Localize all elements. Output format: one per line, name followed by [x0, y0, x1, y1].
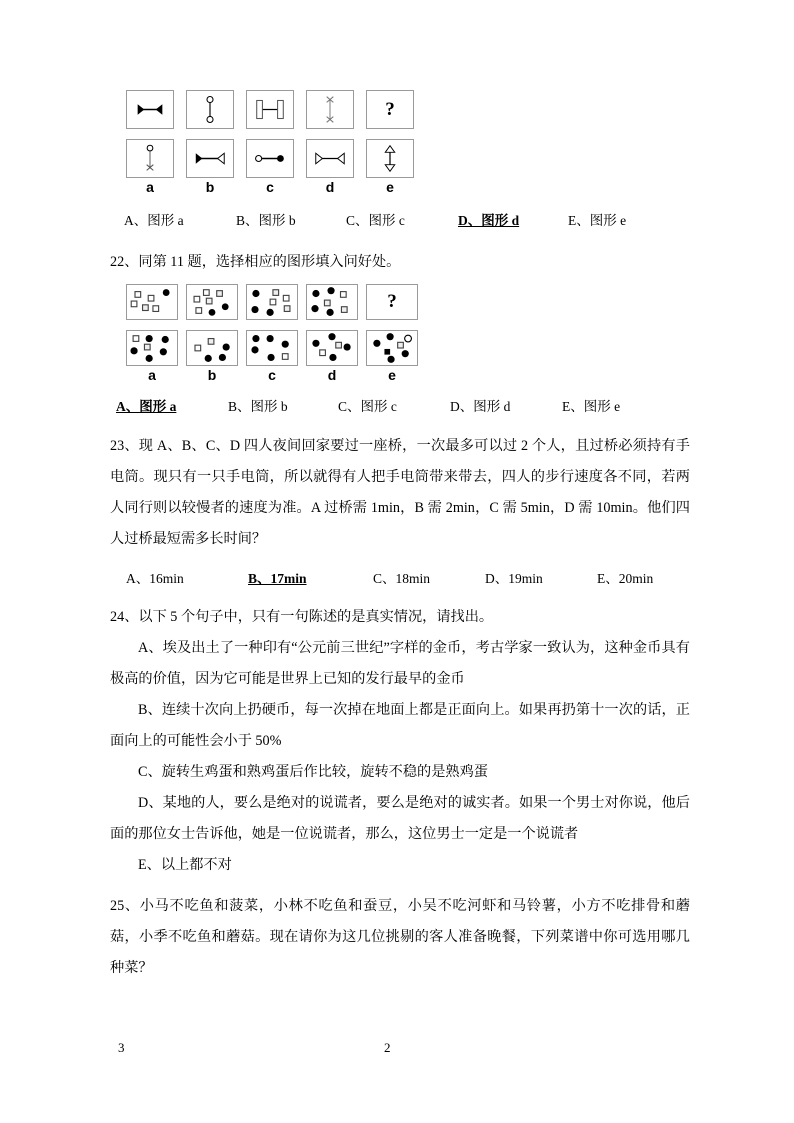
q22-seq-box-4 — [306, 284, 358, 320]
q22-label-b: b — [207, 367, 217, 383]
q22-label-a: a — [148, 367, 156, 383]
q21-answer-box-c[interactable] — [246, 139, 294, 178]
q21-option-b[interactable]: B、图形 b — [236, 213, 296, 228]
q22-option-c[interactable]: C、图形 c — [338, 399, 397, 414]
q24-item-b: B、连续十次向上扔硬币，每一次掉在地面上都是正面向上。如果再扔第十一次的话，正面向上的可能性会小于 50% — [110, 702, 690, 749]
q22-stem: 22、同第 11 题，选择相应的图形填入问好处。 — [110, 254, 401, 270]
q21-seq-box-1 — [126, 90, 174, 129]
q22-figure-labels — [126, 367, 690, 383]
q21-label-b: b — [205, 179, 215, 195]
q24-item-c: C、旋转生鸡蛋和熟鸡蛋后作比较，旋转不稳的是熟鸡蛋 — [138, 764, 488, 780]
q22-options — [116, 395, 690, 415]
q22-option-e[interactable]: E、图形 e — [562, 399, 621, 414]
q24-stem: 24、以下 5 个句子中，只有一句陈述的是真实情况，请找出。 — [110, 609, 494, 625]
q23-option-a[interactable]: A、16min — [126, 571, 184, 586]
footer-center-page-number: 2 — [384, 1040, 391, 1055]
q21-label-e: e — [386, 179, 394, 195]
q21-label-a: a — [146, 179, 154, 195]
q22-label-e: e — [388, 367, 396, 383]
q21-seq-box-4 — [306, 90, 354, 129]
q22-answer-box-b[interactable] — [186, 330, 238, 366]
q21-seq-box-3 — [246, 90, 294, 129]
q22-option-d[interactable]: D、图形 d — [450, 399, 511, 414]
q23-option-b[interactable]: B、17min — [248, 571, 307, 586]
q22-sequence-row — [126, 284, 690, 320]
q23-options — [126, 567, 690, 587]
q22-figure-block — [110, 284, 690, 383]
q22-answer-box-c[interactable] — [246, 330, 298, 366]
q21-figure-labels — [126, 179, 690, 195]
q22-label-c: c — [268, 367, 276, 383]
q23-option-c[interactable]: C、18min — [373, 571, 431, 586]
q25-stem: 25、小马不吃鱼和菠菜，小林不吃鱼和蚕豆，小吴不吃河虾和马铃薯，小方不吃排骨和蘑菇，小季不吃鱼和蘑菇。现在请你为这几位挑剔的客人准备晚餐，下列菜谱中你可选用哪几种菜？ — [110, 898, 690, 976]
q23-option-d[interactable]: D、19min — [485, 571, 543, 586]
q22-seq-box-1 — [126, 284, 178, 320]
q23-stem: 23、现 A、B、C、D 四人夜间回家要过一座桥，一次最多可以过 2 个人，且过桥必须持有手电筒。现只有一只手电筒，所以就得有人把手电筒带来带去，四人的步行速度各不同，若两人同行则以较慢者的速度为准。A 过桥需 1min，B 需 2min，C 需 5min，D 需 10min。他们四人过桥最短需多长时间？ — [110, 438, 690, 547]
q21-answer-box-a[interactable] — [126, 139, 174, 178]
q21-sequence-row — [126, 90, 690, 129]
q21-label-c: c — [266, 179, 274, 195]
q21-answer-box-b[interactable] — [186, 139, 234, 178]
q24-item-d: D、某地的人，要么是绝对的说谎者，要么是绝对的诚实者。如果一个男士对你说，他后面的那位女士告诉他，她是一位说谎者，那么，这位男士一定是一个说谎者 — [110, 795, 690, 842]
q23-option-e[interactable]: E、20min — [597, 571, 654, 586]
q21-answer-box-e[interactable] — [366, 139, 414, 178]
q21-answer-box-d[interactable] — [306, 139, 354, 178]
q21-option-a[interactable]: A、图形 a — [124, 213, 184, 228]
q21-option-c[interactable]: C、图形 c — [346, 213, 405, 228]
footer-left-page-number: 3 — [118, 1040, 125, 1055]
q22-option-a[interactable]: A、图形 a — [116, 399, 177, 414]
q24-item-e: E、以上都不对 — [138, 857, 232, 873]
q21-seq-box-2 — [186, 90, 234, 129]
q21-answer-row — [126, 139, 690, 178]
q22-answer-box-d[interactable] — [306, 330, 358, 366]
q22-seq-box-2 — [186, 284, 238, 320]
page-content — [110, 90, 690, 984]
q22-answer-box-a[interactable] — [126, 330, 178, 366]
q22-label-d: d — [327, 367, 337, 383]
q21-options — [124, 209, 690, 229]
q22-seq-box-question: ? — [366, 284, 418, 320]
q22-answer-row — [126, 330, 690, 366]
q21-option-e[interactable]: E、图形 e — [568, 213, 627, 228]
q22-seq-box-3 — [246, 284, 298, 320]
q22-answer-box-e[interactable] — [366, 330, 418, 366]
q21-figure-block — [110, 90, 690, 195]
q21-seq-box-question: ? — [366, 90, 414, 129]
q24-item-a: A、埃及出土了一种印有“公元前三世纪”字样的金币，考古学家一致认为，这种金币具有极高的价值，因为它可能是世界上已知的发行最早的金币 — [110, 640, 690, 687]
q21-option-d[interactable]: D、图形 d — [458, 213, 520, 228]
q21-label-d: d — [325, 179, 335, 195]
q22-option-b[interactable]: B、图形 b — [228, 399, 288, 414]
